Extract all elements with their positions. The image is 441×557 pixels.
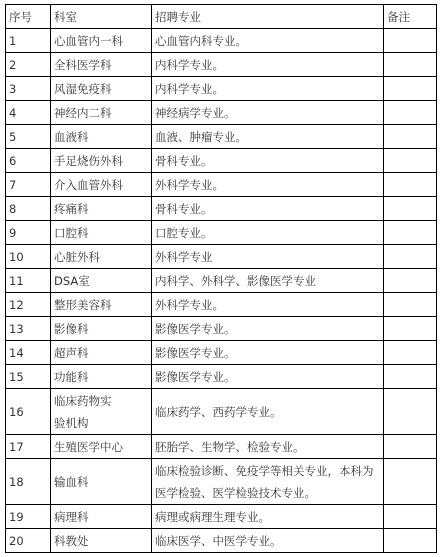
row-department: DSA室 <box>51 269 152 293</box>
row-index: 11 <box>6 269 51 293</box>
table-row <box>6 293 437 317</box>
row-majors: 影像医学专业。 <box>152 365 384 389</box>
row-department: 输血科 <box>51 459 152 505</box>
row-notes <box>384 341 437 365</box>
header-department: 科室 <box>51 5 152 29</box>
row-index: 1 <box>6 29 51 53</box>
header-majors: 招聘专业 <box>152 5 384 29</box>
row-department: 心脏外科 <box>51 245 152 269</box>
row-notes <box>384 101 437 125</box>
row-notes <box>384 53 437 77</box>
row-notes <box>384 29 437 53</box>
row-majors: 临床药学、西药学专业。 <box>152 389 384 435</box>
recruitment-table <box>5 4 437 553</box>
row-notes <box>384 197 437 221</box>
row-index: 16 <box>6 389 51 435</box>
row-index: 7 <box>6 173 51 197</box>
row-department: 介入血管外科 <box>51 173 152 197</box>
row-majors: 临床医学、中医学专业。 <box>152 529 384 553</box>
row-majors: 神经病学专业。 <box>152 101 384 125</box>
row-index: 15 <box>6 365 51 389</box>
table-row <box>6 341 437 365</box>
row-majors: 骨科专业。 <box>152 149 384 173</box>
table-header-row <box>6 5 437 29</box>
table-row <box>6 173 437 197</box>
table-row <box>6 149 437 173</box>
row-majors: 病理或病理生理专业。 <box>152 505 384 529</box>
row-majors: 心血管内科专业。 <box>152 29 384 53</box>
row-department: 超声科 <box>51 341 152 365</box>
row-majors: 血液、肿瘤专业。 <box>152 125 384 149</box>
row-majors: 外科学专业。 <box>152 173 384 197</box>
row-index: 10 <box>6 245 51 269</box>
table-row <box>6 197 437 221</box>
row-department: 生殖医学中心 <box>51 435 152 459</box>
row-majors: 口腔专业。 <box>152 221 384 245</box>
row-department: 风湿免疫科 <box>51 77 152 101</box>
table-row <box>6 245 437 269</box>
table-row <box>6 77 437 101</box>
row-department: 科教处 <box>51 529 152 553</box>
row-department: 神经内二科 <box>51 101 152 125</box>
row-majors: 内科学专业。 <box>152 53 384 77</box>
row-majors: 骨科专业。 <box>152 197 384 221</box>
row-index: 9 <box>6 221 51 245</box>
row-department: 手足烧伤外科 <box>51 149 152 173</box>
row-index: 13 <box>6 317 51 341</box>
row-majors: 胚胎学、生物学、检验专业。 <box>152 435 384 459</box>
row-majors: 外科学专业。 <box>152 293 384 317</box>
row-index: 4 <box>6 101 51 125</box>
row-department: 血液科 <box>51 125 152 149</box>
row-notes <box>384 365 437 389</box>
row-index: 3 <box>6 77 51 101</box>
row-notes <box>384 245 437 269</box>
row-notes <box>384 529 437 553</box>
row-department: 心血管内一科 <box>51 29 152 53</box>
row-notes <box>384 459 437 505</box>
row-notes <box>384 505 437 529</box>
row-index: 2 <box>6 53 51 77</box>
row-majors: 临床检验诊断、免疫学等相关专业，本科为医学检验、医学检验技术专业。 <box>152 459 384 505</box>
row-notes <box>384 77 437 101</box>
row-notes <box>384 125 437 149</box>
row-index: 17 <box>6 435 51 459</box>
table-row <box>6 53 437 77</box>
row-index: 8 <box>6 197 51 221</box>
table-row <box>6 221 437 245</box>
table-row <box>6 365 437 389</box>
row-notes <box>384 389 437 435</box>
row-department: 影像科 <box>51 317 152 341</box>
table-row <box>6 317 437 341</box>
row-notes <box>384 269 437 293</box>
row-index: 5 <box>6 125 51 149</box>
row-department: 疼痛科 <box>51 197 152 221</box>
table-row <box>6 125 437 149</box>
table-row <box>6 29 437 53</box>
table-row <box>6 101 437 125</box>
row-index: 14 <box>6 341 51 365</box>
row-department: 病理科 <box>51 505 152 529</box>
row-notes <box>384 317 437 341</box>
row-department: 功能科 <box>51 365 152 389</box>
row-majors: 影像医学专业。 <box>152 317 384 341</box>
table-row <box>6 529 437 553</box>
row-index: 19 <box>6 505 51 529</box>
row-notes <box>384 221 437 245</box>
row-index: 18 <box>6 459 51 505</box>
row-department: 临床药物实验机构 <box>51 389 152 435</box>
row-notes <box>384 435 437 459</box>
table-row <box>6 505 437 529</box>
table-row <box>6 389 437 435</box>
header-index: 序号 <box>6 5 51 29</box>
row-department: 口腔科 <box>51 221 152 245</box>
table-row <box>6 435 437 459</box>
row-index: 6 <box>6 149 51 173</box>
row-majors: 内科学专业。 <box>152 77 384 101</box>
row-majors: 外科学专业 <box>152 245 384 269</box>
table-row <box>6 459 437 505</box>
row-notes <box>384 149 437 173</box>
row-department: 全科医学科 <box>51 53 152 77</box>
row-notes <box>384 173 437 197</box>
row-index: 12 <box>6 293 51 317</box>
row-index: 20 <box>6 529 51 553</box>
row-majors: 内科学、外科学、影像医学专业 <box>152 269 384 293</box>
row-department: 整形美容科 <box>51 293 152 317</box>
table-row <box>6 269 437 293</box>
row-notes <box>384 293 437 317</box>
header-notes: 备注 <box>384 5 437 29</box>
row-majors: 影像医学专业。 <box>152 341 384 365</box>
